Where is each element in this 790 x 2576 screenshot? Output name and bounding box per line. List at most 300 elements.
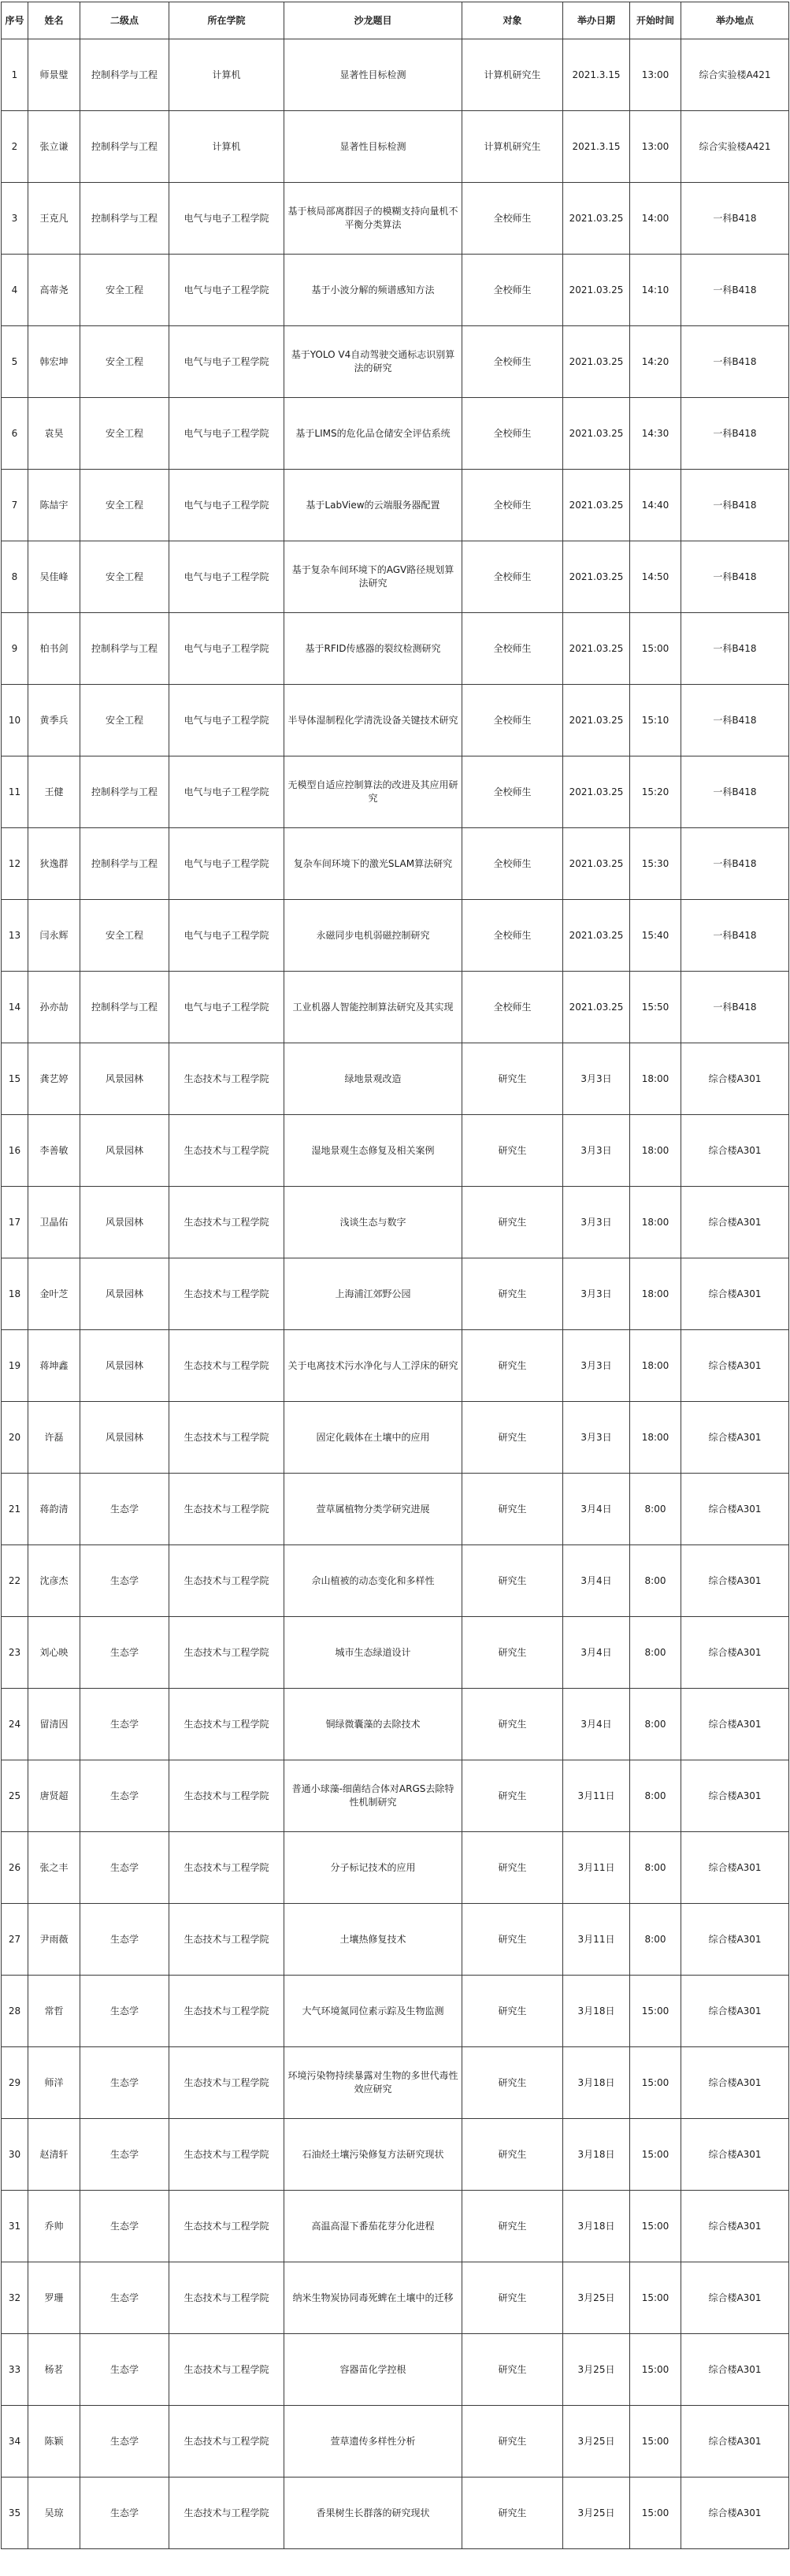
cell-place: 综合楼A301 xyxy=(681,1832,789,1904)
cell-school: 生态技术与工程学院 xyxy=(169,1976,284,2047)
cell-time: 15:00 xyxy=(630,2047,681,2119)
cell-date: 3月25日 xyxy=(563,2406,630,2477)
header-school: 所在学院 xyxy=(169,2,284,39)
cell-place: 综合楼A301 xyxy=(681,1402,789,1474)
table-row xyxy=(2,2477,789,2549)
cell-time: 18:00 xyxy=(630,1043,681,1115)
cell-time: 14:40 xyxy=(630,470,681,541)
cell-time: 18:00 xyxy=(630,1330,681,1402)
cell-audience: 计算机研究生 xyxy=(462,39,563,111)
cell-time: 8:00 xyxy=(630,1617,681,1689)
cell-major: 控制科学与工程 xyxy=(80,183,169,255)
cell-date: 3月3日 xyxy=(563,1115,630,1187)
cell-audience: 研究生 xyxy=(462,1976,563,2047)
cell-place: 综合楼A301 xyxy=(681,2334,789,2406)
cell-name: 金叶芝 xyxy=(28,1258,80,1330)
cell-place: 一科B418 xyxy=(681,756,789,828)
cell-index: 26 xyxy=(2,1832,28,1904)
cell-topic: 湿地景观生态修复及相关案例 xyxy=(284,1115,462,1187)
cell-school: 生态技术与工程学院 xyxy=(169,1689,284,1760)
cell-name: 卫晶佑 xyxy=(28,1187,80,1258)
cell-topic: 大气环境氮同位素示踪及生物监测 xyxy=(284,1976,462,2047)
seminar-schedule-table xyxy=(1,2,789,2549)
cell-school: 生态技术与工程学院 xyxy=(169,1402,284,1474)
cell-date: 3月4日 xyxy=(563,1474,630,1545)
cell-date: 2021.03.25 xyxy=(563,326,630,398)
header-major: 二级点 xyxy=(80,2,169,39)
cell-school: 生态技术与工程学院 xyxy=(169,2047,284,2119)
cell-topic: 石油烃土壤污染修复方法研究现状 xyxy=(284,2119,462,2191)
cell-place: 综合楼A301 xyxy=(681,1617,789,1689)
table-row xyxy=(2,1617,789,1689)
header-name: 姓名 xyxy=(28,2,80,39)
table-row xyxy=(2,1832,789,1904)
cell-name: 许磊 xyxy=(28,1402,80,1474)
cell-audience: 研究生 xyxy=(462,2119,563,2191)
cell-audience: 全校师生 xyxy=(462,756,563,828)
cell-topic: 城市生态绿道设计 xyxy=(284,1617,462,1689)
cell-name: 罗珊 xyxy=(28,2262,80,2334)
table-row xyxy=(2,2334,789,2406)
cell-audience: 研究生 xyxy=(462,2477,563,2549)
cell-topic: 香果树生长群落的研究现状 xyxy=(284,2477,462,2549)
cell-topic: 分子标记技术的应用 xyxy=(284,1832,462,1904)
cell-school: 生态技术与工程学院 xyxy=(169,1258,284,1330)
cell-school: 计算机 xyxy=(169,39,284,111)
cell-name: 蒋坤鑫 xyxy=(28,1330,80,1402)
cell-index: 7 xyxy=(2,470,28,541)
cell-school: 电气与电子工程学院 xyxy=(169,541,284,613)
cell-school: 生态技术与工程学院 xyxy=(169,2334,284,2406)
cell-index: 33 xyxy=(2,2334,28,2406)
cell-date: 3月18日 xyxy=(563,2119,630,2191)
table-row xyxy=(2,2191,789,2262)
cell-time: 15:00 xyxy=(630,2191,681,2262)
cell-index: 22 xyxy=(2,1545,28,1617)
cell-place: 一科B418 xyxy=(681,972,789,1043)
cell-name: 闫永辉 xyxy=(28,900,80,972)
cell-place: 综合楼A301 xyxy=(681,2406,789,2477)
cell-name: 袁昊 xyxy=(28,398,80,470)
cell-date: 3月11日 xyxy=(563,1760,630,1832)
cell-name: 常哲 xyxy=(28,1976,80,2047)
cell-place: 综合楼A301 xyxy=(681,1043,789,1115)
cell-time: 14:30 xyxy=(630,398,681,470)
cell-school: 生态技术与工程学院 xyxy=(169,1330,284,1402)
header-date: 举办日期 xyxy=(563,2,630,39)
cell-date: 2021.03.25 xyxy=(563,541,630,613)
cell-school: 生态技术与工程学院 xyxy=(169,1904,284,1976)
cell-audience: 全校师生 xyxy=(462,972,563,1043)
table-row xyxy=(2,183,789,255)
cell-topic: 普通小球藻-细菌结合体对ARGS去除特性机制研究 xyxy=(284,1760,462,1832)
cell-name: 乔帅 xyxy=(28,2191,80,2262)
cell-index: 19 xyxy=(2,1330,28,1402)
cell-audience: 研究生 xyxy=(462,1545,563,1617)
cell-topic: 环境污染物持续暴露对生物的多世代毒性效应研究 xyxy=(284,2047,462,2119)
cell-major: 生态学 xyxy=(80,2334,169,2406)
cell-school: 生态技术与工程学院 xyxy=(169,1115,284,1187)
cell-major: 风景园林 xyxy=(80,1043,169,1115)
cell-audience: 全校师生 xyxy=(462,900,563,972)
table-row xyxy=(2,613,789,685)
cell-place: 综合楼A301 xyxy=(681,1904,789,1976)
cell-index: 11 xyxy=(2,756,28,828)
table-row xyxy=(2,1545,789,1617)
cell-place: 综合楼A301 xyxy=(681,2047,789,2119)
cell-school: 生态技术与工程学院 xyxy=(169,2262,284,2334)
table-row xyxy=(2,1976,789,2047)
cell-school: 电气与电子工程学院 xyxy=(169,255,284,326)
cell-audience: 研究生 xyxy=(462,1187,563,1258)
cell-index: 35 xyxy=(2,2477,28,2549)
cell-date: 3月4日 xyxy=(563,1545,630,1617)
cell-major: 控制科学与工程 xyxy=(80,828,169,900)
table-row xyxy=(2,1760,789,1832)
cell-school: 生态技术与工程学院 xyxy=(169,1545,284,1617)
cell-major: 生态学 xyxy=(80,1760,169,1832)
cell-audience: 研究生 xyxy=(462,1330,563,1402)
cell-time: 8:00 xyxy=(630,1760,681,1832)
cell-index: 24 xyxy=(2,1689,28,1760)
cell-audience: 研究生 xyxy=(462,1043,563,1115)
cell-major: 控制科学与工程 xyxy=(80,613,169,685)
cell-place: 一科B418 xyxy=(681,398,789,470)
cell-time: 18:00 xyxy=(630,1258,681,1330)
cell-time: 15:00 xyxy=(630,2477,681,2549)
cell-topic: 显著性目标检测 xyxy=(284,39,462,111)
cell-audience: 研究生 xyxy=(462,1258,563,1330)
cell-audience: 研究生 xyxy=(462,1832,563,1904)
cell-place: 综合楼A301 xyxy=(681,1689,789,1760)
cell-time: 15:00 xyxy=(630,1976,681,2047)
cell-index: 6 xyxy=(2,398,28,470)
cell-index: 3 xyxy=(2,183,28,255)
cell-name: 留清因 xyxy=(28,1689,80,1760)
cell-audience: 研究生 xyxy=(462,1402,563,1474)
cell-topic: 固定化载体在土壤中的应用 xyxy=(284,1402,462,1474)
cell-place: 综合实验楼A421 xyxy=(681,111,789,183)
cell-major: 生态学 xyxy=(80,1689,169,1760)
cell-index: 28 xyxy=(2,1976,28,2047)
cell-audience: 全校师生 xyxy=(462,398,563,470)
cell-date: 3月18日 xyxy=(563,2047,630,2119)
cell-place: 综合楼A301 xyxy=(681,1115,789,1187)
cell-name: 唐贤超 xyxy=(28,1760,80,1832)
cell-audience: 计算机研究生 xyxy=(462,111,563,183)
cell-place: 综合楼A301 xyxy=(681,1545,789,1617)
cell-audience: 全校师生 xyxy=(462,470,563,541)
table-row xyxy=(2,2262,789,2334)
cell-time: 15:00 xyxy=(630,2406,681,2477)
table-row xyxy=(2,1187,789,1258)
cell-name: 吴琼 xyxy=(28,2477,80,2549)
cell-topic: 纳米生物炭协同毒死蜱在土壤中的迁移 xyxy=(284,2262,462,2334)
cell-name: 师洋 xyxy=(28,2047,80,2119)
cell-topic: 萱草属植物分类学研究进展 xyxy=(284,1474,462,1545)
cell-school: 电气与电子工程学院 xyxy=(169,972,284,1043)
cell-index: 18 xyxy=(2,1258,28,1330)
cell-time: 14:00 xyxy=(630,183,681,255)
cell-index: 8 xyxy=(2,541,28,613)
cell-time: 14:10 xyxy=(630,255,681,326)
cell-time: 15:00 xyxy=(630,613,681,685)
cell-place: 一科B418 xyxy=(681,900,789,972)
cell-major: 生态学 xyxy=(80,2477,169,2549)
cell-school: 电气与电子工程学院 xyxy=(169,756,284,828)
cell-major: 生态学 xyxy=(80,1617,169,1689)
cell-topic: 半导体湿制程化学清洗设备关键技术研究 xyxy=(284,685,462,756)
cell-school: 生态技术与工程学院 xyxy=(169,2119,284,2191)
cell-place: 一科B418 xyxy=(681,541,789,613)
cell-major: 安全工程 xyxy=(80,541,169,613)
cell-major: 风景园林 xyxy=(80,1258,169,1330)
cell-place: 综合楼A301 xyxy=(681,1474,789,1545)
header-place: 举办地点 xyxy=(681,2,789,39)
header-row xyxy=(2,2,789,39)
table-row xyxy=(2,398,789,470)
cell-school: 生态技术与工程学院 xyxy=(169,1760,284,1832)
cell-name: 杨茗 xyxy=(28,2334,80,2406)
cell-time: 15:50 xyxy=(630,972,681,1043)
cell-index: 10 xyxy=(2,685,28,756)
cell-index: 30 xyxy=(2,2119,28,2191)
cell-date: 3月3日 xyxy=(563,1043,630,1115)
table-row xyxy=(2,326,789,398)
cell-place: 综合楼A301 xyxy=(681,1258,789,1330)
cell-major: 生态学 xyxy=(80,2119,169,2191)
cell-audience: 研究生 xyxy=(462,1617,563,1689)
cell-major: 安全工程 xyxy=(80,685,169,756)
cell-index: 15 xyxy=(2,1043,28,1115)
cell-topic: 永磁同步电机弱磁控制研究 xyxy=(284,900,462,972)
cell-major: 安全工程 xyxy=(80,398,169,470)
cell-audience: 全校师生 xyxy=(462,255,563,326)
cell-major: 生态学 xyxy=(80,1832,169,1904)
cell-place: 综合楼A301 xyxy=(681,1187,789,1258)
cell-date: 2021.03.25 xyxy=(563,470,630,541)
cell-date: 2021.03.25 xyxy=(563,255,630,326)
cell-major: 风景园林 xyxy=(80,1187,169,1258)
cell-time: 13:00 xyxy=(630,39,681,111)
cell-name: 赵清轩 xyxy=(28,2119,80,2191)
cell-date: 2021.3.15 xyxy=(563,111,630,183)
header-time: 开始时间 xyxy=(630,2,681,39)
table-row xyxy=(2,828,789,900)
cell-topic: 高温高湿下番茄花芽分化进程 xyxy=(284,2191,462,2262)
cell-audience: 全校师生 xyxy=(462,685,563,756)
table-row xyxy=(2,972,789,1043)
cell-index: 21 xyxy=(2,1474,28,1545)
cell-audience: 研究生 xyxy=(462,1115,563,1187)
cell-index: 14 xyxy=(2,972,28,1043)
cell-name: 张立谦 xyxy=(28,111,80,183)
cell-audience: 研究生 xyxy=(462,1760,563,1832)
cell-topic: 基于核局部离群因子的模糊支持向量机不平衡分类算法 xyxy=(284,183,462,255)
cell-name: 柏书剑 xyxy=(28,613,80,685)
cell-name: 高蒂尧 xyxy=(28,255,80,326)
table-row xyxy=(2,541,789,613)
cell-name: 尹雨薇 xyxy=(28,1904,80,1976)
cell-time: 15:00 xyxy=(630,2262,681,2334)
cell-major: 生态学 xyxy=(80,1545,169,1617)
cell-audience: 研究生 xyxy=(462,2047,563,2119)
cell-date: 3月3日 xyxy=(563,1258,630,1330)
cell-audience: 研究生 xyxy=(462,2191,563,2262)
cell-school: 生态技术与工程学院 xyxy=(169,2191,284,2262)
cell-topic: 基于LabView的云端服务器配置 xyxy=(284,470,462,541)
cell-audience: 研究生 xyxy=(462,1904,563,1976)
cell-topic: 基于YOLO V4自动驾驶交通标志识别算法的研究 xyxy=(284,326,462,398)
cell-school: 生态技术与工程学院 xyxy=(169,1832,284,1904)
cell-school: 生态技术与工程学院 xyxy=(169,2477,284,2549)
cell-date: 3月3日 xyxy=(563,1187,630,1258)
cell-topic: 无模型自适应控制算法的改进及其应用研究 xyxy=(284,756,462,828)
table-row xyxy=(2,685,789,756)
cell-time: 8:00 xyxy=(630,1689,681,1760)
cell-index: 27 xyxy=(2,1904,28,1976)
cell-name: 黄季兵 xyxy=(28,685,80,756)
cell-name: 孙亦劼 xyxy=(28,972,80,1043)
cell-topic: 基于LIMS的危化品仓储安全评估系统 xyxy=(284,398,462,470)
cell-topic: 显著性目标检测 xyxy=(284,111,462,183)
cell-index: 13 xyxy=(2,900,28,972)
cell-name: 陈喆宇 xyxy=(28,470,80,541)
cell-index: 25 xyxy=(2,1760,28,1832)
cell-major: 风景园林 xyxy=(80,1330,169,1402)
cell-time: 18:00 xyxy=(630,1402,681,1474)
cell-date: 3月3日 xyxy=(563,1402,630,1474)
cell-name: 刘心映 xyxy=(28,1617,80,1689)
cell-index: 17 xyxy=(2,1187,28,1258)
cell-date: 3月4日 xyxy=(563,1617,630,1689)
cell-major: 风景园林 xyxy=(80,1402,169,1474)
cell-school: 电气与电子工程学院 xyxy=(169,398,284,470)
cell-topic: 基于复杂车间环境下的AGV路径规划算法研究 xyxy=(284,541,462,613)
cell-date: 3月18日 xyxy=(563,2191,630,2262)
cell-place: 综合楼A301 xyxy=(681,1760,789,1832)
header-index: 序号 xyxy=(2,2,28,39)
cell-place: 一科B418 xyxy=(681,326,789,398)
cell-name: 王克凡 xyxy=(28,183,80,255)
cell-topic: 土壤热修复技术 xyxy=(284,1904,462,1976)
cell-date: 3月18日 xyxy=(563,1976,630,2047)
cell-school: 电气与电子工程学院 xyxy=(169,613,284,685)
header-topic: 沙龙题目 xyxy=(284,2,462,39)
cell-topic: 容器苗化学控根 xyxy=(284,2334,462,2406)
cell-date: 3月3日 xyxy=(563,1330,630,1402)
table-header xyxy=(2,2,789,39)
cell-school: 生态技术与工程学院 xyxy=(169,2406,284,2477)
cell-major: 生态学 xyxy=(80,2262,169,2334)
cell-index: 12 xyxy=(2,828,28,900)
cell-topic: 绿地景观改造 xyxy=(284,1043,462,1115)
cell-major: 控制科学与工程 xyxy=(80,756,169,828)
cell-date: 2021.03.25 xyxy=(563,613,630,685)
cell-topic: 基于小波分解的频谱感知方法 xyxy=(284,255,462,326)
cell-school: 电气与电子工程学院 xyxy=(169,470,284,541)
cell-time: 14:20 xyxy=(630,326,681,398)
cell-time: 8:00 xyxy=(630,1545,681,1617)
cell-place: 综合楼A301 xyxy=(681,2477,789,2549)
table-row xyxy=(2,255,789,326)
table-body xyxy=(2,39,789,2549)
cell-audience: 全校师生 xyxy=(462,613,563,685)
table-row xyxy=(2,2047,789,2119)
cell-topic: 关于电离技术污水净化与人工浮床的研究 xyxy=(284,1330,462,1402)
table-row xyxy=(2,1689,789,1760)
cell-index: 5 xyxy=(2,326,28,398)
cell-school: 电气与电子工程学院 xyxy=(169,900,284,972)
cell-time: 15:10 xyxy=(630,685,681,756)
header-audience: 对象 xyxy=(462,2,563,39)
cell-school: 生态技术与工程学院 xyxy=(169,1617,284,1689)
cell-place: 综合楼A301 xyxy=(681,2262,789,2334)
table-row xyxy=(2,1330,789,1402)
cell-topic: 复杂车间环境下的激光SLAM算法研究 xyxy=(284,828,462,900)
cell-school: 计算机 xyxy=(169,111,284,183)
table-row xyxy=(2,900,789,972)
cell-major: 安全工程 xyxy=(80,470,169,541)
cell-index: 34 xyxy=(2,2406,28,2477)
cell-audience: 研究生 xyxy=(462,2262,563,2334)
cell-date: 3月25日 xyxy=(563,2334,630,2406)
cell-index: 32 xyxy=(2,2262,28,2334)
cell-date: 2021.03.25 xyxy=(563,972,630,1043)
cell-time: 15:00 xyxy=(630,2334,681,2406)
cell-place: 一科B418 xyxy=(681,828,789,900)
cell-name: 狄逸群 xyxy=(28,828,80,900)
cell-time: 8:00 xyxy=(630,1474,681,1545)
cell-major: 生态学 xyxy=(80,2047,169,2119)
cell-place: 一科B418 xyxy=(681,255,789,326)
cell-name: 韩宏坤 xyxy=(28,326,80,398)
cell-place: 综合楼A301 xyxy=(681,2191,789,2262)
cell-school: 电气与电子工程学院 xyxy=(169,828,284,900)
cell-audience: 研究生 xyxy=(462,1689,563,1760)
table-row xyxy=(2,470,789,541)
cell-date: 2021.03.25 xyxy=(563,900,630,972)
cell-time: 8:00 xyxy=(630,1904,681,1976)
cell-audience: 全校师生 xyxy=(462,326,563,398)
cell-major: 安全工程 xyxy=(80,900,169,972)
table-row xyxy=(2,1115,789,1187)
cell-time: 8:00 xyxy=(630,1832,681,1904)
cell-major: 生态学 xyxy=(80,1976,169,2047)
cell-time: 13:00 xyxy=(630,111,681,183)
cell-name: 蒋韵清 xyxy=(28,1474,80,1545)
cell-index: 29 xyxy=(2,2047,28,2119)
table-row xyxy=(2,1904,789,1976)
cell-place: 综合楼A301 xyxy=(681,1330,789,1402)
table-row xyxy=(2,2119,789,2191)
cell-school: 生态技术与工程学院 xyxy=(169,1474,284,1545)
cell-index: 23 xyxy=(2,1617,28,1689)
table-row xyxy=(2,1258,789,1330)
cell-date: 3月25日 xyxy=(563,2262,630,2334)
cell-date: 2021.3.15 xyxy=(563,39,630,111)
cell-name: 龚艺婷 xyxy=(28,1043,80,1115)
cell-name: 吴佳峰 xyxy=(28,541,80,613)
table-row xyxy=(2,111,789,183)
cell-date: 2021.03.25 xyxy=(563,685,630,756)
cell-major: 控制科学与工程 xyxy=(80,39,169,111)
cell-topic: 佘山植被的动态变化和多样性 xyxy=(284,1545,462,1617)
table-row xyxy=(2,39,789,111)
cell-time: 15:40 xyxy=(630,900,681,972)
cell-place: 综合楼A301 xyxy=(681,2119,789,2191)
cell-audience: 全校师生 xyxy=(462,541,563,613)
